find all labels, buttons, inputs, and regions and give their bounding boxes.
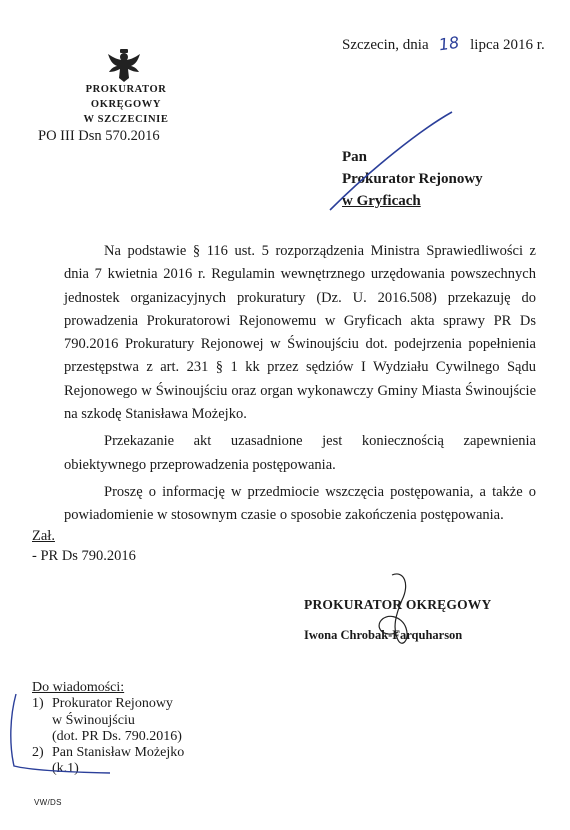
cc-number: 2) <box>32 745 44 761</box>
body-paragraph-1: Na podstawie § 116 ust. 5 rozporządzenia Ministra Sprawiedliwości z dnia 7 kwietnia 2016 r. Regulamin wewnętrznego urzędowania powszechnych jednostek organizacyjnych prokuratury (Dz. U. 2016.508) przekazuję do prowadzenia Prokuratorowi Rejonowemu w Gryficach akta sprawy PR Ds 790.2016 Prokuratury Rejonowej w Świnoujściu dot. podejrzenia popełnienia przestępstwa z art. 231 § 1 kk przez sędziów I Wydziału Cywilnego Sądu Rejonowego w Świnoujściu oraz organ wykonawczy Gminy Miasta Świnoujście na szkodę Stanisława Możejko. <box>64 243 536 423</box>
handwritten-day: 18 <box>437 32 461 55</box>
cc-line: Prokurator Rejonowy <box>52 696 173 712</box>
attachments <box>32 526 136 566</box>
list-item <box>32 745 184 778</box>
body-paragraph-3: Proszę o informację w przedmiocie wszczęcia postępowania, a także o powiadomienie w stosownym czasie o sposobie zakończenia postępowania. <box>64 483 536 524</box>
cc-line: (dot. PR Ds. 790.2016) <box>52 728 182 744</box>
author-initials: VW/DS <box>34 798 62 807</box>
cc-label: Do wiadomości: <box>32 680 125 695</box>
body-paragraph-2: Przekazanie akt uzasadnione jest koniecznością zapewnienia obiektywnego przeprowadzenia postępowania. <box>64 433 536 473</box>
office-title: PROKURATOR OKRĘGOWY <box>85 84 167 110</box>
addressee-block <box>342 146 483 212</box>
signatory-role: PROKURATOR OKRĘGOWY <box>304 597 492 612</box>
issuing-office <box>56 82 196 127</box>
date-suffix: lipca 2016 r. <box>470 37 545 53</box>
cc-line: (k.1) <box>52 761 79 777</box>
addressee-title: Prokurator Rejonowy <box>342 171 483 187</box>
letter-body <box>64 240 536 532</box>
attachment-item: - PR Ds 790.2016 <box>32 548 136 564</box>
case-reference: PO III Dsn 570.2016 <box>38 128 160 144</box>
list-item <box>32 696 184 745</box>
cc-line: Pan Stanisław Możejko <box>52 745 185 761</box>
date-prefix: Szczecin, dnia <box>342 37 429 53</box>
eagle-emblem-icon <box>104 48 144 84</box>
addressee-salutation: Pan <box>342 149 368 165</box>
office-city: W SZCZECINIE <box>83 114 169 125</box>
cc-block <box>32 680 184 778</box>
attachments-label: Zał. <box>32 528 55 544</box>
signature-block <box>304 590 491 650</box>
signatory-name: Iwona Chrobak-Farquharson <box>304 628 463 642</box>
cc-line: w Świnoujściu <box>52 712 135 728</box>
addressee-location: w Gryficach <box>342 193 421 209</box>
cc-number: 1) <box>32 696 44 712</box>
place-and-date <box>342 34 545 54</box>
cc-list <box>32 696 184 777</box>
